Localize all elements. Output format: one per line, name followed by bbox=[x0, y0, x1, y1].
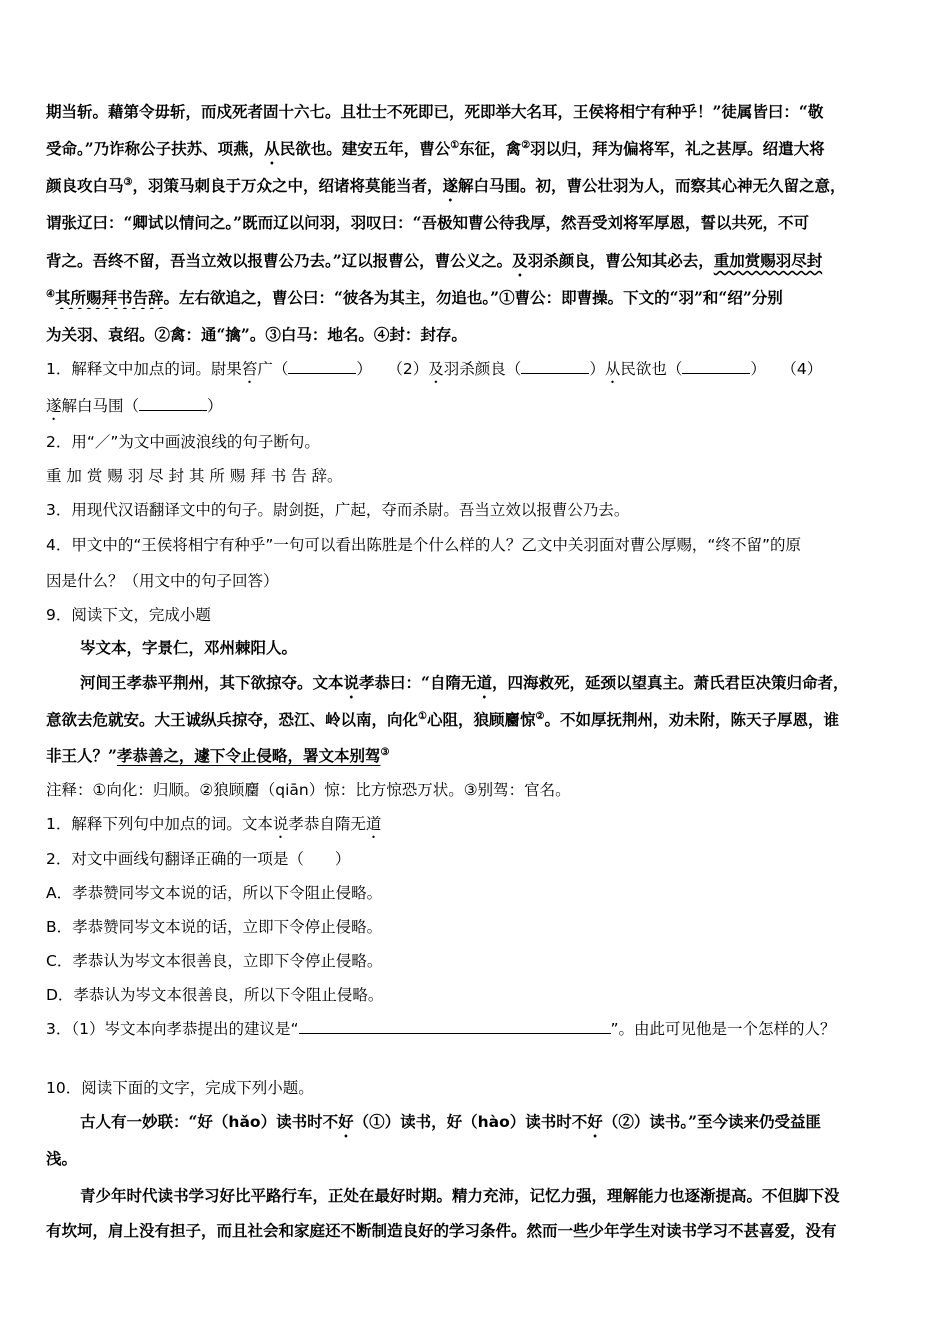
text: ） bbox=[589, 360, 605, 378]
text: 岑文本，字景仁，邓州棘阳人。 bbox=[80, 638, 298, 657]
section-10-para-2 bbox=[80, 1185, 906, 1207]
footnote-marker: ② bbox=[535, 710, 545, 722]
passage-line-5 bbox=[46, 250, 906, 280]
text: 1．解释文中加点的词。尉果 bbox=[46, 360, 242, 378]
text: 10．阅读下面的文字，完成下列小题。 bbox=[46, 1079, 314, 1097]
wavy-underlined-sentence: 其所赐拜书告辞 bbox=[54, 288, 164, 307]
answer-blank[interactable] bbox=[288, 358, 356, 374]
section-9-title bbox=[46, 604, 906, 626]
text: 解白马围（ bbox=[61, 397, 140, 415]
text: 青少年时代读书学习好比平路行车，正处在最好时期。精力充沛，记忆力强，理解能力也逐渐提高。不但脚下没 bbox=[80, 1186, 840, 1205]
text: 颜良攻白马 bbox=[46, 176, 124, 195]
pinyin: hǎo bbox=[228, 1113, 261, 1131]
text: C．孝恭认为岑文本很善良，立即下令停止侵略。 bbox=[46, 952, 383, 970]
text: A．孝恭赞同岑文本说的话，所以下令阻止侵略。 bbox=[46, 884, 383, 902]
passage-line-2 bbox=[46, 138, 906, 168]
option-d[interactable] bbox=[46, 984, 906, 1006]
text: 期当斩。藉第令毋斩，而戍死者固十六七。且壮士不死即已，死即举大名耳，王侯将相宁有种乎！”徒属皆曰：“敬 bbox=[46, 102, 824, 121]
footnote-marker: ② bbox=[521, 139, 531, 151]
text: 3．（1）岑文本向孝恭提出的建议是“ bbox=[46, 1020, 299, 1038]
dotted-word: 好 bbox=[587, 1112, 603, 1131]
text: 重 加 赏 赐 羽 尽 封 其 所 赐 拜 书 告 辞。 bbox=[46, 467, 343, 485]
text: 3．用现代汉语翻译文中的句子。尉剑挺，广起，夺而杀尉。吾当立效以报曹公乃去。 bbox=[46, 501, 630, 519]
text: ）读书时不 bbox=[509, 1112, 588, 1131]
text: 为关羽、袁绍。②禽：通“擒”。③白马：地名。④封：封存。 bbox=[46, 325, 467, 344]
text: ） bbox=[207, 397, 223, 415]
section-10-title bbox=[46, 1077, 906, 1099]
question-4 bbox=[46, 534, 906, 556]
section-9-question-3 bbox=[46, 1018, 906, 1040]
text: 。不如厚抚荆州，劝未附，陈天子厚恩，谁 bbox=[544, 710, 839, 729]
section-10-para-2-l2 bbox=[46, 1220, 906, 1242]
text: 河间王孝恭平荆州，其下欲掠夺。文本 bbox=[80, 673, 344, 692]
footnote-marker: ① bbox=[450, 139, 460, 151]
text: 羽杀颜良（ bbox=[443, 360, 522, 378]
text: （①）读书，好（ bbox=[353, 1112, 478, 1131]
dotted-word: 说 bbox=[343, 673, 360, 692]
dotted-word: 说 bbox=[272, 815, 289, 833]
dotted-word: 及 bbox=[428, 360, 444, 378]
text: 有坎坷，肩上没有担子，而且社会和家庭还不断制造良好的学习条件。然而一些少年学生对读书学习不甚喜爱，没有 bbox=[46, 1221, 837, 1240]
text: 孝恭自隋无 bbox=[288, 815, 366, 833]
text: 心阻，狼顾麕惊 bbox=[426, 710, 536, 729]
text: ） （4） bbox=[750, 360, 823, 378]
passage-line-6 bbox=[46, 287, 906, 309]
text: 东征，禽 bbox=[459, 139, 522, 158]
pinyin: hào bbox=[477, 1113, 510, 1131]
text: 2．用“／”为文中画波浪线的句子断句。 bbox=[46, 433, 320, 451]
section-9-para-2 bbox=[80, 672, 906, 702]
question-1-cont bbox=[46, 395, 906, 424]
dotted-word: 道 bbox=[365, 815, 382, 833]
section-9-note bbox=[46, 779, 906, 801]
text: ，羽策马刺良于万众之中，绍诸将莫能当者， bbox=[132, 176, 443, 195]
question-4-cont bbox=[46, 570, 906, 592]
dotted-word: 笞 bbox=[241, 360, 258, 378]
text: 。左右欲追之，曹公曰：“彼各为其主，勿追也。”①曹公：即曹操。下文的“羽”和“绍”分别 bbox=[163, 288, 783, 307]
text: 羽杀颜良，曹公知其必去， bbox=[527, 251, 714, 270]
answer-blank[interactable] bbox=[299, 1018, 611, 1034]
text: 羽以归，拜为偏将军，礼之甚厚。绍遣大将 bbox=[530, 139, 825, 158]
dotted-word: 遂 bbox=[46, 397, 62, 415]
text: 受命。”乃诈称公子扶苏、项燕， bbox=[46, 139, 265, 158]
section-10-para-1 bbox=[80, 1111, 906, 1141]
passage-line-7 bbox=[46, 324, 906, 346]
section-9-para-2-l3 bbox=[46, 745, 906, 767]
text: 谓张辽曰：“卿试以情问之。”既而辽以问羽，羽叹曰：“吾极知曹公待我厚，然吾受刘将军厚恩，誓以共死，不可 bbox=[46, 213, 810, 232]
text: 民欲也。建安五年，曹公 bbox=[279, 139, 451, 158]
dotted-word: 从 bbox=[264, 139, 280, 158]
text: 因是什么？（用文中的句子回答） bbox=[46, 572, 279, 590]
answer-blank[interactable] bbox=[521, 358, 589, 374]
footnote-marker: ④ bbox=[46, 288, 55, 300]
text: 1．解释下列句中加点的词。文本 bbox=[46, 815, 273, 833]
wavy-underlined-sentence: 重加赏赐羽尽封 bbox=[713, 251, 823, 270]
footnote-marker: ③ bbox=[123, 176, 133, 188]
text: B．孝恭赞同岑文本说的话，立即下令停止侵略。 bbox=[46, 918, 383, 936]
text: 非王人？” bbox=[46, 746, 117, 765]
answer-blank[interactable] bbox=[139, 395, 207, 411]
text: 民欲也（ bbox=[620, 360, 683, 378]
text: 广（ bbox=[257, 360, 289, 378]
section-10-para-1-l2 bbox=[46, 1148, 906, 1170]
question-1 bbox=[46, 358, 906, 387]
dotted-word: 从 bbox=[604, 360, 621, 378]
text: 孝恭曰：“自隋无 bbox=[359, 673, 477, 692]
section-9-para-1 bbox=[80, 637, 906, 659]
text: 意欲去危就安。大王诚纵兵掠夺，恐江、岭以南，向化 bbox=[46, 710, 419, 729]
text: 注释：①向化：归顺。②狼顾麕（qiān）惊：比方惊恐万状。③别驾：官名。 bbox=[46, 781, 571, 799]
option-b[interactable] bbox=[46, 916, 906, 938]
question-3 bbox=[46, 499, 906, 521]
dotted-word: 遂 bbox=[442, 176, 459, 195]
answer-blank[interactable] bbox=[682, 358, 750, 374]
text: 4．甲文中的“王侯将相宁有种乎”一句可以看出陈胜是个什么样的人？乙文中关羽面对曹公厚赐，“终不留”的原 bbox=[46, 536, 801, 554]
text: ） （2） bbox=[356, 360, 429, 378]
text: ）读书时不 bbox=[260, 1112, 339, 1131]
dotted-word: 好 bbox=[338, 1112, 354, 1131]
footnote-marker: ③ bbox=[380, 746, 390, 758]
passage-line-1 bbox=[46, 101, 906, 123]
underlined-sentence: ，署文本别驾 bbox=[287, 746, 381, 765]
text: 2．对文中画线句翻译正确的一项是（ ） bbox=[46, 850, 351, 868]
dotted-word: 道 bbox=[476, 673, 492, 692]
dotted-word: 及 bbox=[512, 251, 528, 270]
passage-line-4 bbox=[46, 212, 906, 234]
text: 9．阅读下文，完成小题 bbox=[46, 606, 211, 624]
text: ，四海救死，延颈以望真主。萧氏君臣决策归命者， bbox=[491, 673, 849, 692]
option-a[interactable] bbox=[46, 882, 906, 904]
section-9-para-2-l2 bbox=[46, 709, 906, 731]
text: 解白马围。初，曹公壮羽为人，而察其心神无久留之意， bbox=[458, 176, 846, 195]
text: D．孝恭认为岑文本很善良，所以下令阻止侵略。 bbox=[46, 986, 384, 1004]
section-9-question-1 bbox=[46, 813, 906, 842]
text: 古人有一妙联：“好（ bbox=[80, 1112, 229, 1131]
section-9-question-2 bbox=[46, 848, 906, 870]
footnote-marker: ① bbox=[418, 710, 427, 722]
text: （②）读书。”至今读来仍受益匪 bbox=[602, 1112, 821, 1131]
underlined-sentence: 孝恭善之，遽下令止侵略 bbox=[116, 746, 288, 765]
option-c[interactable] bbox=[46, 950, 906, 972]
question-2 bbox=[46, 431, 906, 453]
text: 浅。 bbox=[46, 1149, 78, 1168]
passage-line-3 bbox=[46, 175, 906, 205]
question-2-sentence bbox=[46, 465, 906, 487]
text: ”。由此可见他是一个怎样的人？ bbox=[610, 1020, 836, 1038]
text: 背之。吾终不留，吾当立效以报曹公乃去。”辽以报曹公，曹公义之。 bbox=[46, 251, 513, 270]
